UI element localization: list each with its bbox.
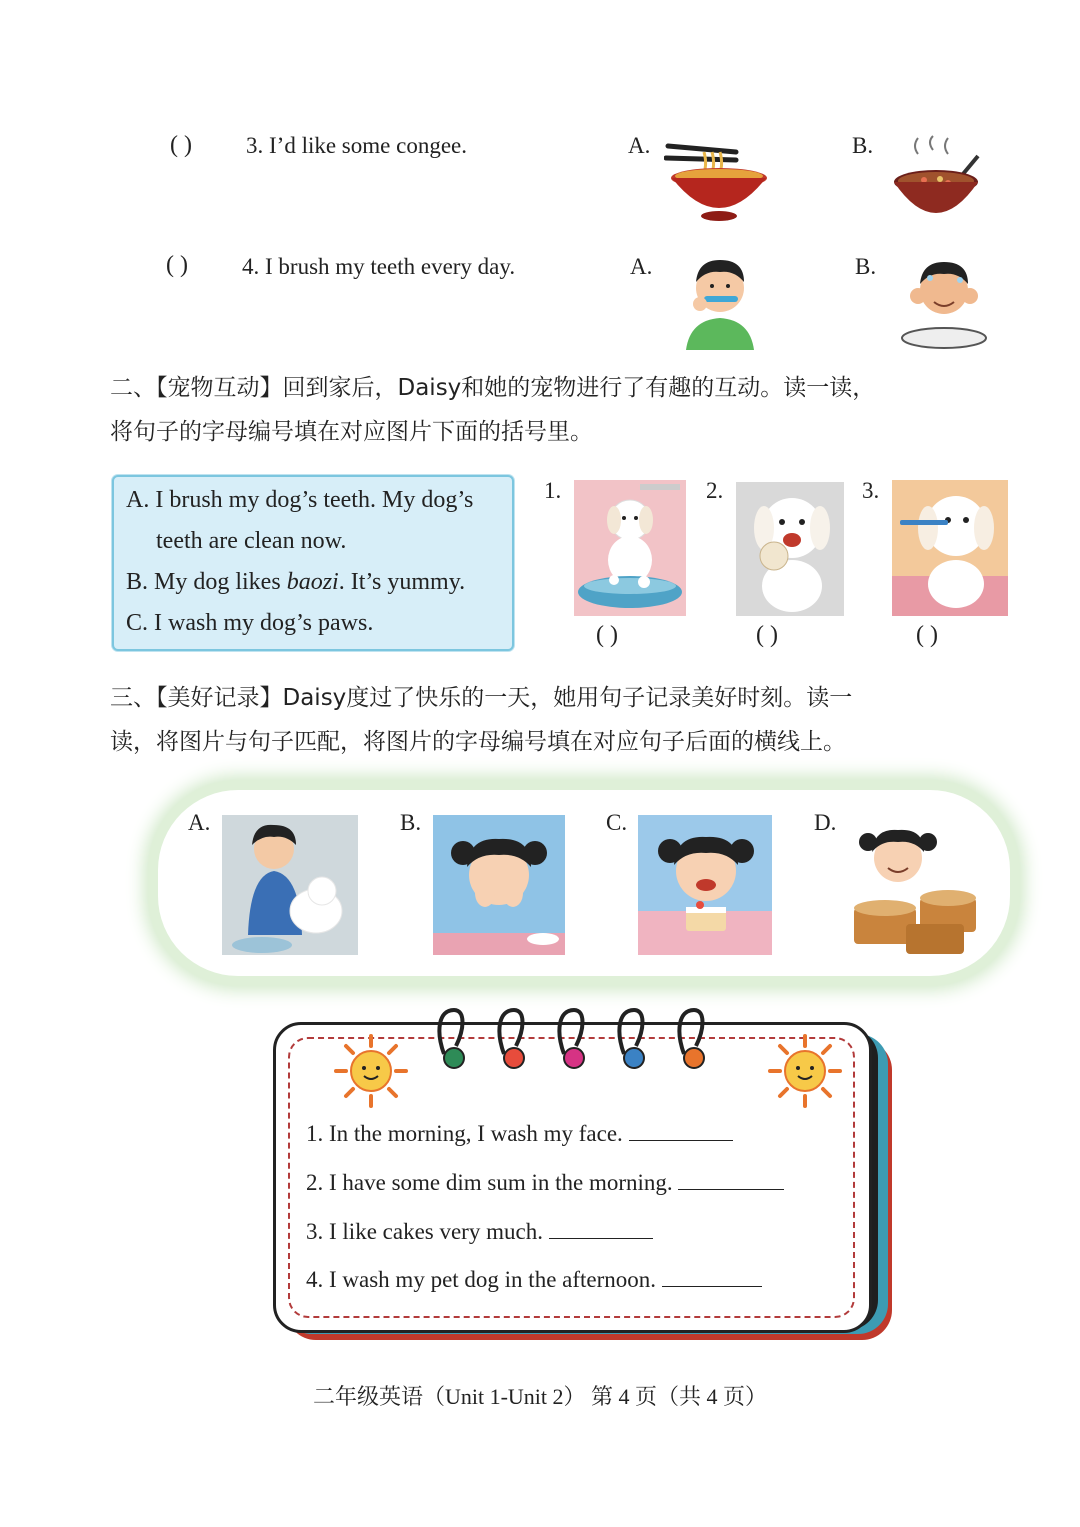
boy-washing-face-image[interactable] — [900, 252, 988, 354]
sun-icon — [768, 1034, 842, 1108]
answer-paren-q3[interactable]: ( ) — [170, 132, 192, 158]
pet-pic-2-number: 2. — [706, 478, 724, 503]
answer-blank-4[interactable] — [662, 1266, 762, 1287]
answer-paren-pet-3[interactable]: ( ) — [916, 622, 938, 648]
q3-option-a-label: A. — [628, 133, 651, 158]
record-sentence-4: 4. I wash my pet dog in the afternoon. — [306, 1266, 762, 1293]
question-4-text: 4. I brush my teeth every day. — [242, 254, 516, 279]
sentence-b: B. My dog likes baozi. It’s yummy. — [126, 569, 466, 595]
answer-paren-q4[interactable]: ( ) — [166, 252, 188, 278]
part2-heading-line1: 二、【宠物互动】回到家后，Daisy和她的宠物进行了有趣的互动。读一读， — [110, 375, 876, 401]
record-sentence-2: 2. I have some dim sum in the morning. — [306, 1169, 784, 1196]
answer-blank-1[interactable] — [629, 1120, 733, 1141]
answer-paren-pet-1[interactable]: ( ) — [596, 622, 618, 648]
sun-icon — [334, 1034, 408, 1108]
answer-blank-3[interactable] — [549, 1218, 653, 1239]
girl-washing-dog-image[interactable] — [222, 815, 358, 955]
q4-option-b-label: B. — [855, 254, 877, 279]
record-sentence-1: 1. In the morning, I wash my face. — [306, 1120, 733, 1147]
question-3-text: 3. I’d like some congee. — [246, 133, 467, 158]
answer-blank-2[interactable] — [678, 1169, 784, 1190]
answer-paren-pet-2[interactable]: ( ) — [756, 622, 778, 648]
dog-paws-washing-image[interactable] — [574, 480, 686, 616]
boy-brushing-teeth-image[interactable] — [674, 252, 766, 352]
girl-eating-cake-image[interactable] — [638, 815, 772, 955]
record-pic-b-label: B. — [400, 810, 422, 835]
sentence-a-line1: A. I brush my dog’s teeth. My dog’s — [126, 487, 474, 513]
pet-pic-3-number: 3. — [862, 478, 880, 503]
girl-dim-sum-image[interactable] — [846, 812, 980, 958]
dog-brushing-teeth-image[interactable] — [892, 480, 1008, 616]
record-pic-c-label: C. — [606, 810, 628, 835]
sentence-box — [112, 475, 514, 651]
q3-option-b-label: B. — [852, 133, 874, 158]
notebook-rings — [430, 1002, 720, 1074]
q4-option-a-label: A. — [630, 254, 653, 279]
record-sentence-3: 3. I like cakes very much. — [306, 1218, 653, 1245]
page-footer: 二年级英语（Unit 1-Unit 2） 第 4 页（共 4 页） — [312, 1384, 768, 1409]
part2-heading-line2: 将句子的字母编号填在对应图片下面的括号里。 — [110, 419, 593, 445]
dog-eating-baozi-image[interactable] — [736, 482, 844, 616]
part3-heading-line1: 三、【美好记录】Daisy度过了快乐的一天，她用句子记录美好时刻。读一 — [110, 685, 853, 711]
record-pic-d-label: D. — [814, 810, 837, 835]
pet-pic-1-number: 1. — [544, 478, 562, 503]
congee-bowl-image[interactable] — [888, 134, 988, 226]
sentence-c: C. I wash my dog’s paws. — [126, 610, 374, 636]
part3-heading-line2: 读，将图片与句子匹配，将图片的字母编号填在对应句子后面的横线上。 — [110, 729, 846, 755]
sentence-a-line2: teeth are clean now. — [156, 528, 347, 554]
noodle-bowl-image[interactable] — [664, 138, 774, 223]
girl-washing-face-image[interactable] — [433, 815, 565, 955]
record-pic-a-label: A. — [188, 810, 211, 835]
